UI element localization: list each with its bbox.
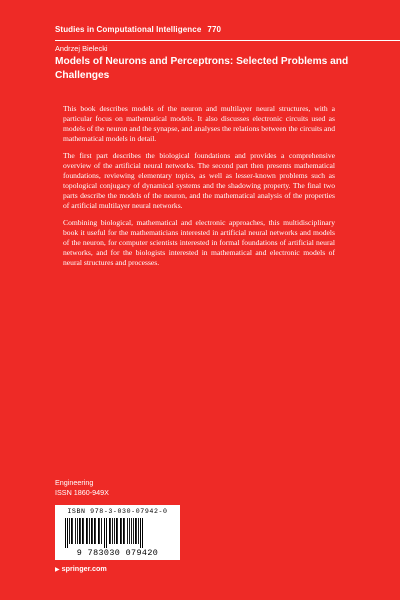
barcode-bar (112, 518, 113, 544)
isbn-text: ISBN 978-3-030-07942-0 (67, 508, 168, 515)
barcode-bar (104, 518, 105, 548)
series-number: 770 (207, 25, 222, 34)
barcode-box (55, 505, 180, 560)
barcode-bar (109, 518, 111, 544)
barcode-bar (71, 518, 73, 544)
issn-label: ISSN 1860-949X (55, 488, 109, 497)
barcode-bar (91, 518, 93, 544)
barcode-bar (140, 518, 141, 548)
barcode-bar (135, 518, 137, 544)
imprint (55, 478, 109, 498)
barcode-bar (106, 518, 107, 548)
blurb-paragraph: The first part describes the biological foundations and provides a comprehensive overview of the artificial neural networks. The second part then presents mathematical foundations, reviewing elementary topics, as well as lesser-known problems such as topological conjugacy of dynamical systems and the shadowing property. The final two parts describe the models of the neuron, and the mathematical analysis of the properties of artificial multilayer neural networks. (63, 151, 335, 210)
barcode-bar (127, 518, 128, 544)
blurb (63, 104, 335, 275)
barcode-bar (129, 518, 130, 544)
publisher-link[interactable] (55, 564, 107, 573)
book-title: Models of Neurons and Perceptrons: Selected Problems and Challenges (55, 56, 349, 81)
barcode-bar (67, 518, 68, 548)
author-name: Andrzej Bielecki (55, 44, 108, 53)
barcode-bar (142, 518, 143, 548)
header-divider (55, 40, 400, 41)
subject-label: Engineering (55, 478, 94, 487)
blurb-paragraph: This book describes models of the neuron and multilayer neural structures, with a particular focus on mathematical models. It also discusses electronic circuits used as models of the neuron and the synapse, and analyses the relations between the circuits and mathematical models in detail. (63, 104, 335, 143)
barcode-bar (114, 518, 115, 544)
barcode-bar (133, 518, 134, 544)
barcode-bar (69, 518, 70, 544)
publisher-url: springer.com (61, 564, 107, 573)
barcode-bar (101, 518, 102, 544)
barcode-bar (123, 518, 125, 544)
series-name: Studies in Computational Intelligence (55, 25, 202, 34)
barcode-bar (131, 518, 132, 544)
blurb-paragraph: Combining biological, mathematical and electronic approaches, this multidisciplinary book it useful for the mathematicians interested in artificial neural networks and models of the neuron, for computer scientists interested in formal foundations of artificial neural networks, and for the biologists interested in mathematical and electronic models of neural structures and processes. (63, 218, 335, 267)
chevron-right-icon: ▶ (55, 567, 60, 573)
barcode-bar (79, 518, 81, 544)
barcode-bar (77, 518, 78, 544)
barcode-bar (89, 518, 90, 544)
barcode-bars (65, 518, 173, 548)
barcode-bar (86, 518, 88, 544)
barcode-bar (65, 518, 66, 548)
barcode-bar (116, 518, 118, 544)
barcode-bar (120, 518, 122, 544)
ean-digits: 9 783030 079420 (76, 548, 159, 558)
series-line (55, 25, 221, 34)
barcode-bar (138, 518, 139, 544)
barcode-bar (94, 518, 96, 544)
barcode-bar (98, 518, 100, 544)
barcode-bar (82, 518, 84, 544)
barcode-bar (75, 518, 76, 544)
